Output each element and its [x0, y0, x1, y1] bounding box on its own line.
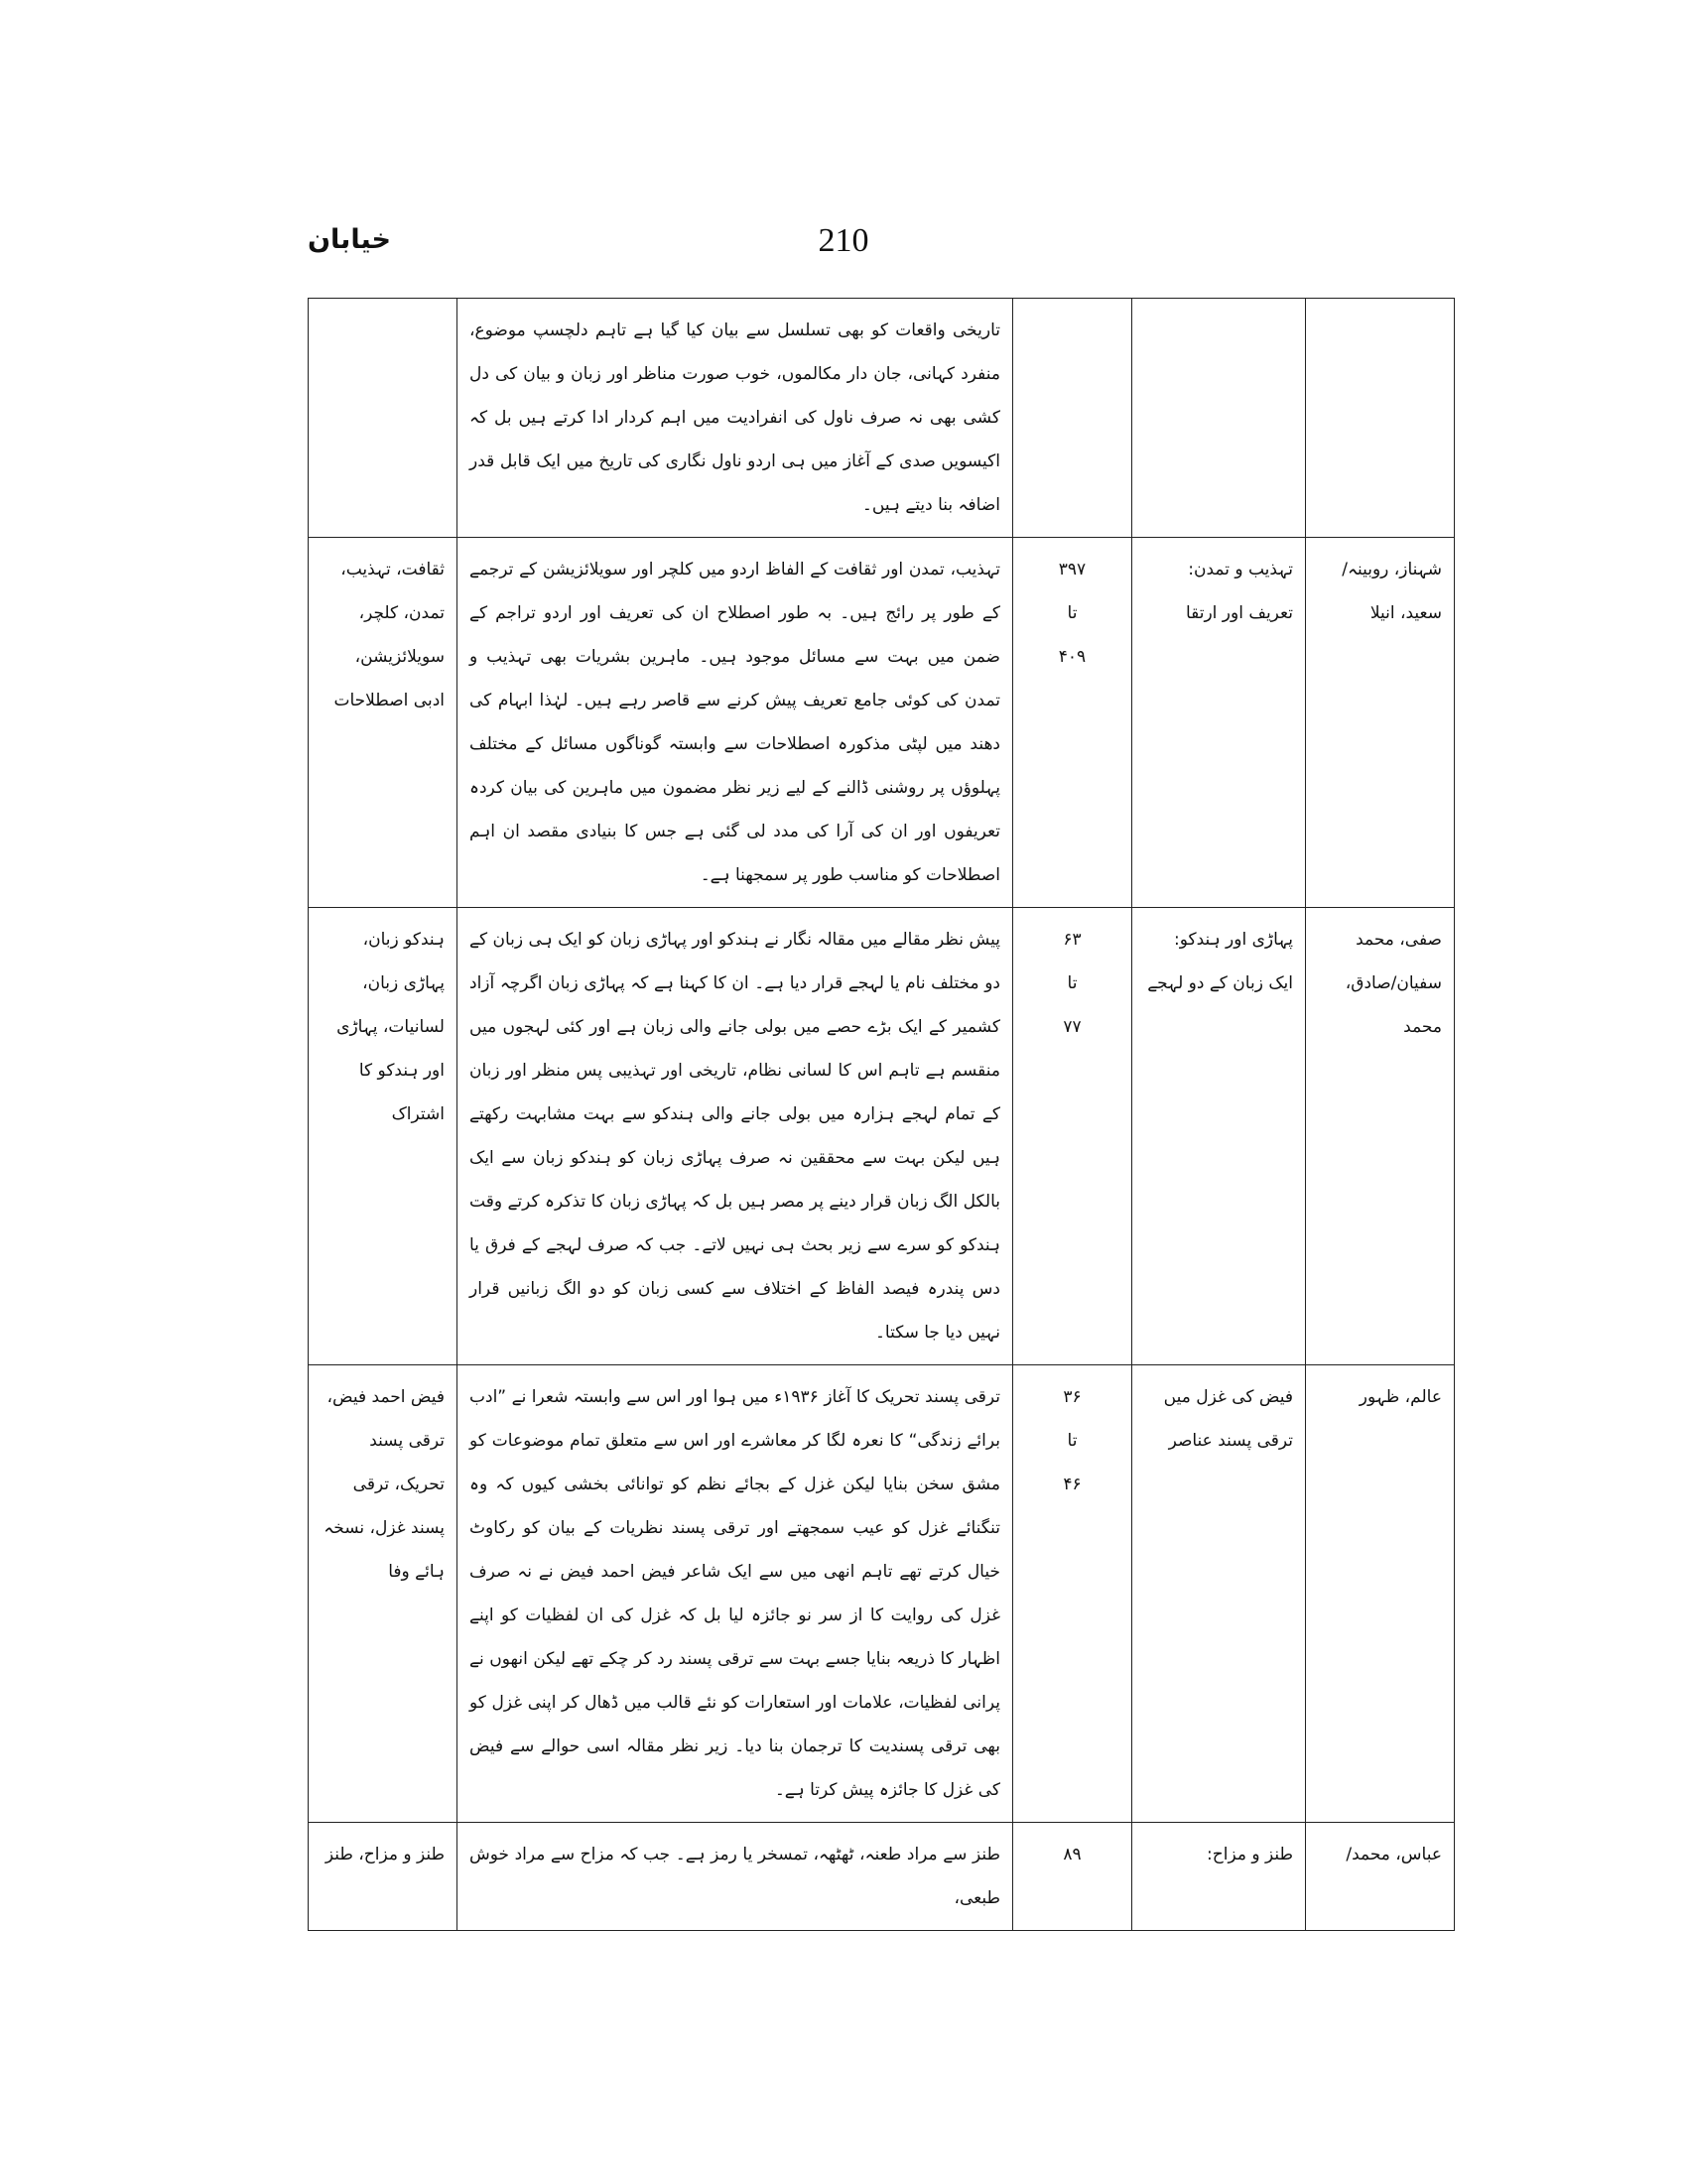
- page-end: ۴۶: [1063, 1475, 1082, 1494]
- page-start: ۳۹۷: [1058, 560, 1087, 579]
- keywords-cell: ثقافت، تہذیب، تمدن، کلچر، سویلائزیشن، ادبی اصطلاحات: [309, 538, 457, 908]
- table-row: [309, 1365, 1455, 1823]
- page-end: ۴۰۹: [1058, 647, 1087, 667]
- table-row: [309, 1823, 1455, 1931]
- page-end: ۷۷: [1063, 1017, 1082, 1037]
- author-cell: [1306, 299, 1455, 538]
- page-sep: تا: [1067, 973, 1078, 993]
- page-sep: تا: [1067, 603, 1078, 623]
- author-cell: عباس، محمد/: [1306, 1823, 1455, 1931]
- keywords-cell: [309, 299, 457, 538]
- page-start: ۶۳: [1063, 930, 1082, 950]
- author-cell: عالم، ظہور: [1306, 1365, 1455, 1823]
- table-row: [309, 538, 1455, 908]
- abstract-cell: پیش نظر مقالے میں مقالہ نگار نے ہندکو اور پہاڑی زبان کو ایک ہی زبان کے دو مختلف نام یا لہجے قرار دیا ہے۔ ان کا کہنا ہے کہ پہاڑی زبان اگرچہ آزاد کشمیر کے ایک بڑے حصے میں بولی جانے والی زبان ہے اور کئی لہجوں میں منقسم ہے تاہم اس کا لسانی نظام، تاریخی اور تہذیبی پس منظر اور زبان کے تمام لہجے ہزارہ میں بولی جانے والی ہندکو سے بہت مشابہت رکھتے ہیں لیکن بہت سے محققین نہ صرف پہاڑی زبان کو ہندکو زبان سے ایک بالکل الگ زبان قرار دینے پر مصر ہیں بل کہ پہاڑی زبان کا تذکرہ کرتے وقت ہندکو کو سرے سے زیر بحث ہی نہیں لاتے۔ جب کہ صرف لہجے کے فرق یا دس پندرہ فیصد الفاظ کے اختلاف سے کسی زبان کو دو الگ زبانیں قرار نہیں دیا جا سکتا۔: [457, 908, 1013, 1365]
- page-start: ۳۶: [1063, 1387, 1082, 1407]
- journal-title: خیابان: [308, 224, 391, 255]
- abstract-cell: طنز سے مراد طعنہ، ٹھٹھہ، تمسخر یا رمز ہے۔ جب کہ مزاح سے مراد خوش طبعی،: [457, 1823, 1013, 1931]
- keywords-cell: فیض احمد فیض، ترقی پسند تحریک، ترقی پسند غزل، نسخہ ہائے وفا: [309, 1365, 457, 1823]
- title-cell: [1132, 299, 1306, 538]
- page-sep: تا: [1067, 1431, 1078, 1451]
- pages-cell: [1013, 299, 1132, 538]
- page-number: 210: [818, 222, 869, 259]
- abstract-cell: تاریخی واقعات کو بھی تسلسل سے بیان کیا گیا ہے تاہم دلچسپ موضوع، منفرد کہانی، جان دار مکالموں، خوب صورت مناظر اور زبان و بیان کی دل کشی بھی نہ صرف ناول کی انفرادیت میں اہم کردار ادا کرتے ہیں بل کہ اکیسویں صدی کے آغاز میں ہی اردو ناول نگاری کی تاریخ میں ایک قابل قدر اضافہ بنا دیتے ہیں۔: [457, 299, 1013, 538]
- table-row: [309, 908, 1455, 1365]
- keywords-cell: ہندکو زبان، پہاڑی زبان، لسانیات، پہاڑی اور ہندکو کا اشتراک: [309, 908, 457, 1365]
- pages-cell: [1013, 1365, 1132, 1823]
- pages-cell: [1013, 908, 1132, 1365]
- keywords-cell: طنز و مزاح، طنز: [309, 1823, 457, 1931]
- table-row: [309, 299, 1455, 538]
- abstract-cell: ترقی پسند تحریک کا آغاز ۱۹۳۶ء میں ہوا اور اس سے وابستہ شعرا نے ”ادب برائے زندگی“ کا نعرہ لگا کر معاشرے اور اس سے متعلق تمام موضوعات کو مشق سخن بنایا لیکن غزل کے بجائے نظم کو توانائی بخشی کیوں کہ وہ تنگنائے غزل کو عیب سمجھتے اور ترقی پسند نظریات کے بیان کو رکاوٹ خیال کرتے تھے تاہم انھی میں سے ایک شاعر فیض احمد فیض نے نہ صرف غزل کی روایت کا از سر نو جائزہ لیا بل کہ غزل کی ان لفظیات کو اپنے اظہار کا ذریعہ بنایا جسے بہت سے ترقی پسند رد کر چکے تھے لیکن انھوں نے پرانی لفظیات، علامات اور استعارات کو نئے قالب میں ڈھال کر اپنی غزل کو بھی ترقی پسندیت کا ترجمان بنا دیا۔ زیر نظر مقالہ اسی حوالے سے فیض کی غزل کا جائزہ پیش کرتا ہے۔: [457, 1365, 1013, 1823]
- title-cell: فیض کی غزل میں ترقی پسند عناصر: [1132, 1365, 1306, 1823]
- title-cell: طنز و مزاح:: [1132, 1823, 1306, 1931]
- pages-cell: [1013, 538, 1132, 908]
- index-table: [308, 298, 1455, 1931]
- title-cell: تہذیب و تمدن: تعریف اور ارتقا: [1132, 538, 1306, 908]
- abstract-cell: تہذیب، تمدن اور ثقافت کے الفاظ اردو میں کلچر اور سویلائزیشن کے ترجمے کے طور پر رائج ہیں۔ بہ طور اصطلاح ان کی تعریف اور اردو تراجم کے ضمن میں بہت سے مسائل موجود ہیں۔ ماہرین بشریات بھی تہذیب و تمدن کی کوئی جامع تعریف پیش کرنے سے قاصر رہے ہیں۔ لہٰذا ابہام کی دھند میں لپٹی مذکورہ اصطلاحات سے وابستہ گوناگوں مسائل کے مختلف پہلوؤں پر روشنی ڈالنے کے لیے زیر نظر مضمون میں ماہرین کی بیان کردہ تعریفوں اور ان کی آرا کی مدد لی گئی ہے جس کا بنیادی مقصد ان اہم اصطلاحات کو مناسب طور پر سمجھنا ہے۔: [457, 538, 1013, 908]
- author-cell: شہناز، روبینہ/سعید، انیلا: [1306, 538, 1455, 908]
- author-cell: صفی، محمد سفیان/صادق، محمد: [1306, 908, 1455, 1365]
- page-start: ۸۹: [1063, 1845, 1082, 1864]
- pages-cell: [1013, 1823, 1132, 1931]
- title-cell: پہاڑی اور ہندکو: ایک زبان کے دو لہجے: [1132, 908, 1306, 1365]
